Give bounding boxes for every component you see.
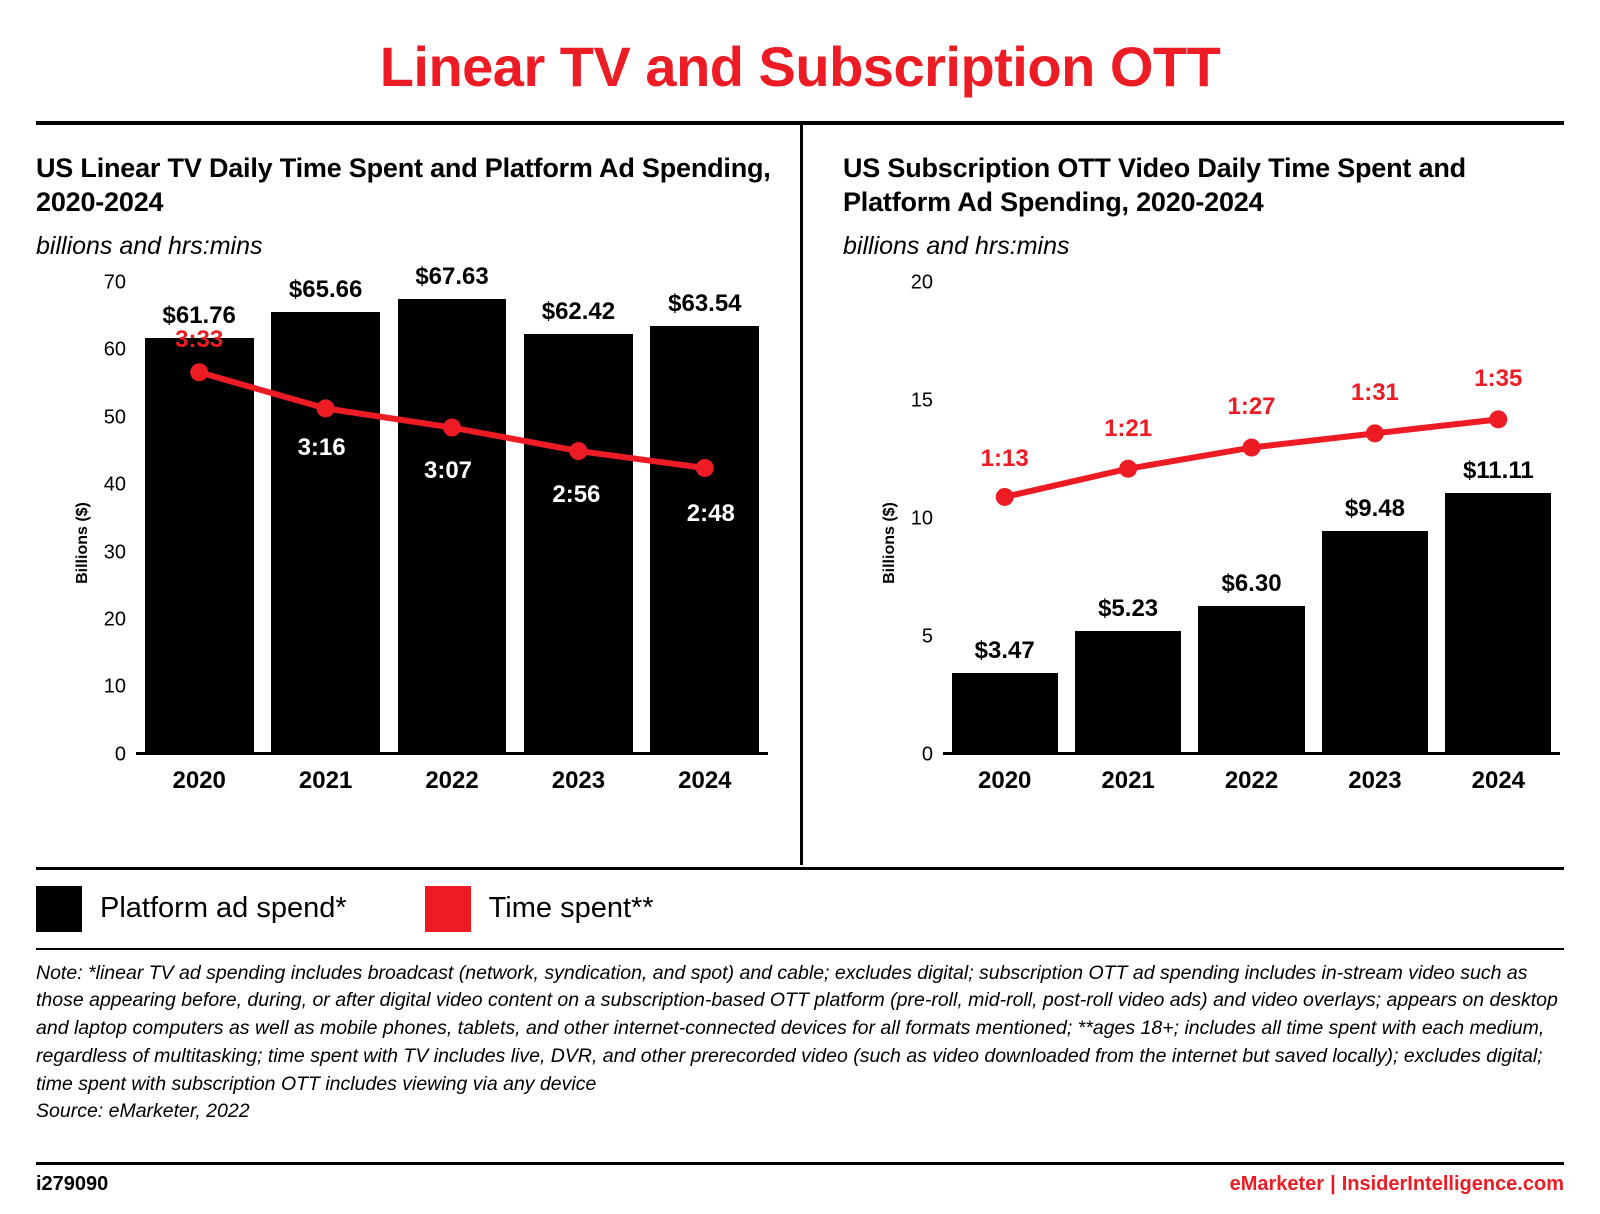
chart-title-right: US Subscription OTT Video Daily Time Spent and Platform Ad Spending, 2020-2024 xyxy=(843,152,1466,218)
y-axis-tick: 0 xyxy=(921,743,933,766)
legend-label: Time spent** xyxy=(488,892,654,925)
y-axis-ticks-right xyxy=(871,271,933,803)
x-axis-tick: 2024 xyxy=(678,766,732,794)
line-point xyxy=(317,399,335,417)
bar-value-label: $5.23 xyxy=(1098,595,1159,623)
brand-insider-intelligence[interactable]: InsiderIntelligence.com xyxy=(1341,1173,1564,1195)
bar xyxy=(1322,531,1428,755)
chart-left xyxy=(36,262,772,803)
line-value-label: 3:07 xyxy=(423,457,473,485)
legend-label: Platform ad spend* xyxy=(100,892,347,925)
line-value-label: 1:31 xyxy=(1350,379,1399,407)
line-point xyxy=(1119,460,1137,478)
chart-id: i279090 xyxy=(36,1173,109,1195)
line-value-label: 1:21 xyxy=(1104,414,1153,442)
bar xyxy=(1445,493,1551,755)
chart-panel-linear-tv xyxy=(36,125,800,865)
brand-emarketer: eMarketer xyxy=(1229,1173,1325,1195)
y-axis-tick: 40 xyxy=(103,473,126,496)
y-axis-tick: 20 xyxy=(103,608,126,631)
x-axis-left xyxy=(136,752,768,803)
x-axis-tick: 2022 xyxy=(425,766,479,794)
legend-item xyxy=(425,886,654,932)
y-axis-tick: 60 xyxy=(103,338,126,361)
source-text: Source: eMarketer, 2022 xyxy=(36,1100,250,1123)
x-axis-right xyxy=(943,752,1560,803)
page-title: Linear TV and Subscription OTT xyxy=(379,35,1221,98)
x-axis-tick: 2023 xyxy=(551,766,606,794)
legend-swatch-red xyxy=(425,886,471,932)
brand-separator: | xyxy=(1330,1173,1336,1195)
y-axis-tick: 70 xyxy=(103,271,126,294)
y-axis-tick: 5 xyxy=(921,625,933,648)
line-point xyxy=(569,442,587,460)
y-axis-tick: 0 xyxy=(114,743,126,766)
y-axis-tick: 15 xyxy=(910,389,933,412)
footer xyxy=(36,1162,1564,1196)
line-point xyxy=(1489,410,1507,428)
line-value-label: 1:35 xyxy=(1474,365,1523,393)
line-point xyxy=(190,363,208,381)
x-axis-tick: 2020 xyxy=(172,766,226,794)
bar-column xyxy=(1437,283,1560,755)
line-value-label: 2:48 xyxy=(686,499,735,527)
bar-value-label: $6.30 xyxy=(1221,570,1282,598)
x-axis-tick: 2022 xyxy=(1224,766,1279,794)
y-axis-tick: 10 xyxy=(910,507,933,530)
plot-area-right xyxy=(943,283,1560,755)
plot-area-left xyxy=(136,262,768,755)
chart-right xyxy=(843,271,1564,803)
brand-credits xyxy=(1230,1173,1564,1196)
y-axis-label-left: Billions ($) xyxy=(73,502,91,584)
x-axis-tick: 2021 xyxy=(1101,766,1155,794)
bar-value-label: $62.42 xyxy=(541,298,616,326)
line-series-left xyxy=(136,283,436,433)
bar-value-label: $61.76 xyxy=(162,302,236,330)
line-point xyxy=(1366,424,1384,442)
bar-column xyxy=(515,283,641,755)
line-value-label: 1:27 xyxy=(1227,393,1276,421)
divider-footer xyxy=(36,1162,1564,1165)
y-axis-label-right: Billions ($) xyxy=(880,502,898,584)
y-axis-ticks-left xyxy=(64,271,126,803)
legend-item xyxy=(36,886,347,932)
charts-container xyxy=(36,125,1564,865)
x-axis-tick: 2020 xyxy=(978,766,1032,794)
line-value-label: 2:56 xyxy=(552,480,601,508)
line-point xyxy=(443,418,461,436)
bar xyxy=(1075,631,1181,754)
x-axis-tick: 2021 xyxy=(298,766,353,794)
y-axis-tick: 50 xyxy=(103,406,126,429)
bar-value-label: $67.63 xyxy=(415,262,489,290)
bar-value-label: $11.11 xyxy=(1462,456,1534,484)
bar xyxy=(524,334,633,755)
line-value-label: 3:16 xyxy=(297,434,346,462)
chart-title-left: US Linear TV Daily Time Spent and Platform Ad Spending, 2020-2024 xyxy=(36,152,771,218)
chart-subtitle-right: billions and hrs:mins xyxy=(843,231,1070,260)
bar-value-label: $9.48 xyxy=(1344,495,1405,523)
line-point xyxy=(996,488,1014,506)
bar-value-label: $63.54 xyxy=(668,290,742,318)
legend-swatch-black xyxy=(36,886,82,932)
bar-column xyxy=(1313,283,1436,755)
bar xyxy=(1198,606,1304,755)
bar-value-label: $3.47 xyxy=(974,637,1035,664)
line-value-label: 3:33 xyxy=(175,326,224,354)
line-value-label: 1:13 xyxy=(980,444,1029,472)
line-series-right xyxy=(943,283,1243,433)
y-axis-tick: 20 xyxy=(910,271,933,294)
chart-legend xyxy=(36,870,1564,948)
note-text: Note: *linear TV ad spending includes broadcast (network, syndication, and spot) and cable; excludes digital; subscription OTT ad spending includes in-stream video such as those appearing before, during, or after digital video content on a subscription-based OTT platform (pre-roll, mid-roll, post-roll video ads) and video overlays; appears on desktop and laptop computers as well as mobile phones, tablets, and other internet-connected devices for all formats mentioned; **ages 18+; includes all time spent with each medium, regardless of multitasking; time spent with TV includes live, DVR, and other prerecorded video (such as video downloaded from the internet but saved locally); excludes digital; time spent with subscription OTT includes viewing via any device xyxy=(36,961,1558,1095)
bar-value-label: $65.66 xyxy=(288,276,363,304)
line-point xyxy=(1243,438,1261,456)
bar xyxy=(952,673,1058,755)
chart-subtitle-left: billions and hrs:mins xyxy=(36,231,263,260)
y-axis-tick: 10 xyxy=(103,675,126,698)
line-point xyxy=(696,459,714,477)
x-axis-tick: 2024 xyxy=(1471,766,1526,794)
y-axis-tick: 30 xyxy=(103,541,126,564)
bar xyxy=(650,326,759,754)
x-axis-tick: 2023 xyxy=(1348,766,1402,794)
chart-panel-ott xyxy=(800,125,1564,865)
